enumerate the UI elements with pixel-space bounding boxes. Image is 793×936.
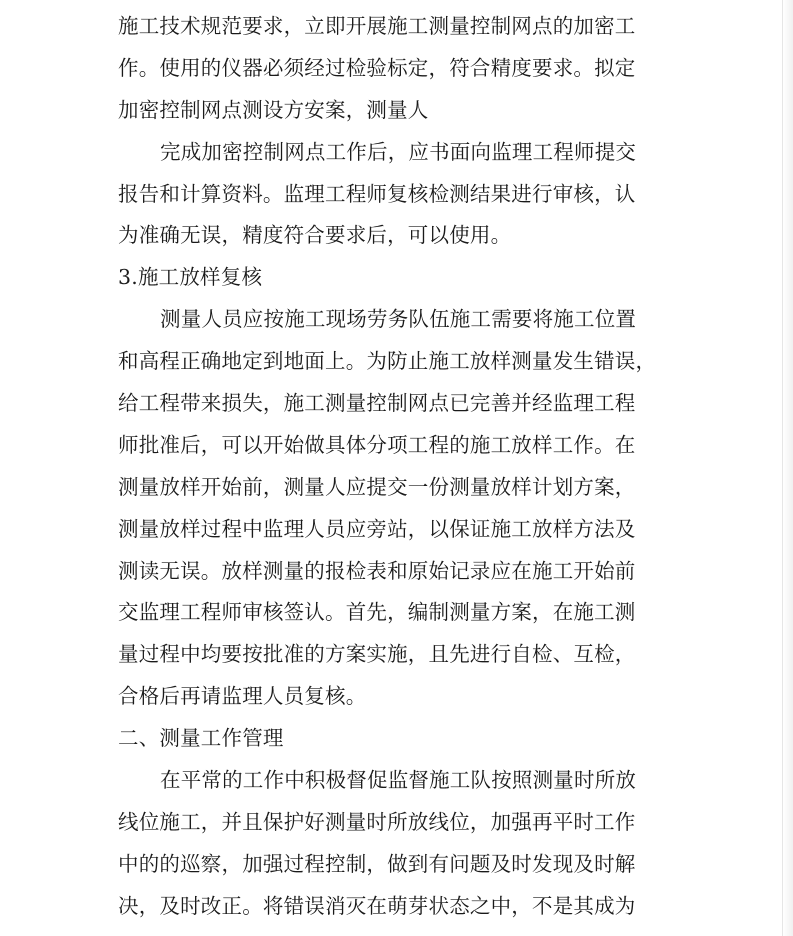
text-line-5: 报告和计算资料。监理工程师复核检测结果进行审核，认 — [118, 181, 636, 206]
document-body — [118, 6, 678, 928]
text-line-22: 决，及时改正。将错误消灭在萌芽状态之中，不是其成为 — [118, 893, 636, 918]
section-heading-survey-work-management: 二、测量工作管理 — [118, 726, 284, 751]
text-line-21: 中的的巡察，加强过程控制，做到有问题及时发现及时解 — [118, 851, 636, 876]
text-line-14: 测读无误。放样测量的报检表和原始记录应在施工开始前 — [118, 558, 636, 583]
text-line-6: 为准确无误，精度符合要求后，可以使用。 — [118, 223, 512, 248]
text-line-20: 线位施工，并且保护好测量时所放线位，加强再平时工作 — [118, 809, 636, 834]
text-line-4: 完成加密控制网点工作后，应书面向监理工程师提交 — [160, 139, 637, 164]
text-line-9: 和高程正确地定到地面上。为防止施工放样测量发生错误， — [118, 349, 657, 374]
text-line-10: 给工程带来损失，施工测量控制网点已完善并经监理工程 — [118, 391, 636, 416]
text-line-1: 施工技术规范要求，立即开展施工测量控制网点的加密工 — [118, 14, 636, 38]
text-line-3: 加密控制网点测设方安案，测量人 — [118, 97, 429, 122]
text-line-16: 量过程中均要按批准的方案实施，且先进行自检、互检， — [118, 642, 636, 667]
text-line-12: 测量放样开始前，测量人应提交一份测量放样计划方案， — [118, 474, 636, 499]
text-line-13: 测量放样过程中监理人员应旁站，以保证施工放样方法及 — [118, 516, 636, 541]
text-line-17: 合格后再请监理人员复核。 — [118, 684, 367, 709]
text-line-8: 测量人员应按施工现场劳务队伍施工需要将施工位置 — [160, 307, 637, 332]
text-line-15: 交监理工程师审核签认。首先，编制测量方案，在施工测 — [118, 600, 636, 625]
text-line-11: 师批准后，可以开始做具体分项工程的施工放样工作。在 — [118, 432, 636, 457]
text-line-19: 在平常的工作中积极督促监督施工队按照测量时所放 — [160, 768, 637, 793]
page-edge-shadow — [782, 0, 793, 936]
text-line-2: 作。使用的仪器必须经过检验标定，符合精度要求。拟定 — [118, 55, 636, 80]
section-heading-construction-layout-review: 3.施工放样复核 — [118, 265, 263, 290]
